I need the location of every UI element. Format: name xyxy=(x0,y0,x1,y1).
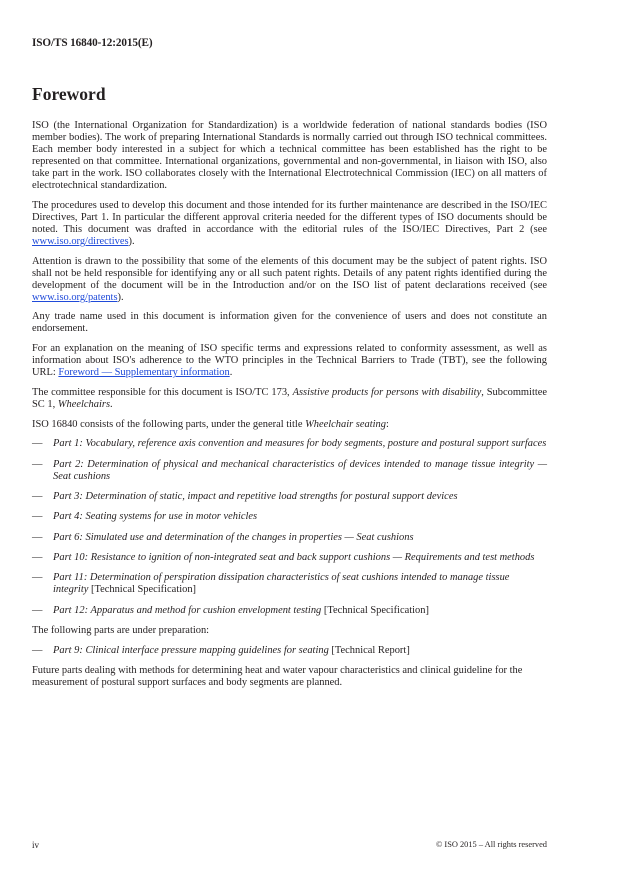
parts-list xyxy=(32,438,547,617)
part-title: Part 3: Determination of static, impact and repetitive load strengths for postural support devices xyxy=(53,490,458,502)
dash-bullet: — xyxy=(32,531,43,543)
subcommittee-title: Wheelchairs xyxy=(57,398,111,410)
document-id: ISO/TS 16840-12:2015(E) xyxy=(32,37,153,49)
part-title: Part 10: Resistance to ignition of non-integrated seat and back support cushions — Requirements and test methods xyxy=(53,551,535,563)
dash-bullet: — xyxy=(32,551,43,563)
paragraph-text: ). xyxy=(128,236,135,248)
preparation-list xyxy=(32,645,547,657)
list-item xyxy=(32,491,547,503)
part-title: Part 2: Determination of physical and mechanical characteristics of devices intended to manage tissue integrity — Seat cushions xyxy=(53,458,547,482)
paragraph-patents xyxy=(32,256,547,304)
part-type: [Technical Specification] xyxy=(88,584,197,596)
directives-link[interactable]: www.iso.org/directives xyxy=(32,236,129,248)
list-item xyxy=(32,605,547,617)
dash-bullet: — xyxy=(32,438,43,450)
list-item xyxy=(32,459,547,483)
dash-bullet: — xyxy=(32,511,43,523)
paragraph-iso-intro: ISO (the International Organization for Standardization) is a worldwide federation of national standards bodies (ISO member bodies). The work of preparing International Standards is normally carried out through ISO technical committees. Each member body interested in a subject for which a technical committee has been established has the right to be represented on that committee. International organizations, governmental and non-governmental, in liaison with ISO, also take part in the work. ISO collaborates closely with the International Electrotechnical Commission (IEC) on all matters of electrotechnical standardization. xyxy=(32,120,547,192)
dash-bullet: — xyxy=(32,644,43,656)
part-title: Part 1: Vocabulary, reference axis convention and measures for body segments, posture and postural support surfaces xyxy=(53,438,547,450)
paragraph-trade-name: Any trade name used in this document is information given for the convenience of users and does not constitute an endorsement. xyxy=(32,311,547,335)
paragraph-text: . xyxy=(110,398,113,410)
list-item xyxy=(32,532,547,544)
patents-link[interactable]: www.iso.org/patents xyxy=(32,291,118,303)
paragraph-text: For an explanation on the meaning of ISO specific terms and expressions related to conformity assessment, as well as information about ISO's adherence to the WTO principles in the Technical Barriers to Trade (TBT), see the following URL: xyxy=(32,343,547,379)
paragraph-text: The procedures used to develop this document and those intended for its further maintenance are described in the ISO/IEC Directives, Part 1. In particular the different approval criteria needed for the different types of ISO documents should be noted. This document was drafted in accordance with the editorial rules of the ISO/IEC Directives, Part 2 (see xyxy=(32,199,547,235)
part-title: Part 4: Seating systems for use in motor vehicles xyxy=(53,511,258,523)
general-title: Wheelchair seating xyxy=(305,418,386,430)
paragraph-text: The committee responsible for this document is ISO/TC 173, xyxy=(32,386,293,398)
part-type: [Technical Specification] xyxy=(321,604,429,616)
committee-title: Assistive products for persons with disability xyxy=(292,386,482,398)
supplementary-info-link[interactable]: Foreword — Supplementary information xyxy=(58,367,230,379)
part-title: Part 6: Simulated use and determination of the changes in properties — Seat cushions xyxy=(53,531,414,543)
paragraph-text: Attention is drawn to the possibility that some of the elements of this document may be the subject of patent rights. ISO shall not be held responsible for identifying any or all such patent rights. Details of any patent rights identified during the development of the document will be in the Introduction and/or on the ISO list of patent declarations received (see xyxy=(32,255,547,291)
paragraph-parts-intro xyxy=(32,419,547,431)
paragraph-text: : xyxy=(385,418,389,430)
paragraph-text: ). xyxy=(117,291,124,303)
foreword-body xyxy=(32,120,547,697)
dash-bullet: — xyxy=(32,572,43,584)
part-title: Part 12: Apparatus and method for cushion envelopment testing xyxy=(53,604,322,616)
dash-bullet: — xyxy=(32,604,43,616)
list-item xyxy=(32,511,547,523)
part-title: Part 11: Determination of perspiration dissipation characteristics of seat cushions intended to manage tissue integrity xyxy=(53,572,510,596)
dash-bullet: — xyxy=(32,458,43,470)
paragraph-committee xyxy=(32,387,547,411)
list-item xyxy=(32,645,547,657)
paragraph-text: . xyxy=(229,367,233,379)
paragraph-future-parts: Future parts dealing with methods for determining heat and water vapour characteristics and clinical guideline for the measurement of postural support surfaces and body segments are planned. xyxy=(32,665,523,689)
paragraph-preparation: The following parts are under preparation: xyxy=(32,625,210,637)
dash-bullet: — xyxy=(32,490,43,502)
part-type: [Technical Report] xyxy=(328,644,410,656)
paragraph-procedures xyxy=(32,200,547,248)
page-title: Foreword xyxy=(32,84,106,104)
list-item xyxy=(32,438,547,450)
list-item xyxy=(32,552,547,564)
list-item xyxy=(32,572,547,596)
paragraph-text: ISO 16840 consists of the following parts, under the general title xyxy=(32,418,306,430)
page-number: iv xyxy=(32,840,40,850)
paragraph-explanation xyxy=(32,343,547,379)
part-title: Part 9: Clinical interface pressure mapping guidelines for seating xyxy=(53,644,329,656)
paragraph-text: , Subcommittee SC 1, xyxy=(32,386,548,410)
copyright-notice: © ISO 2015 – All rights reserved xyxy=(435,840,547,849)
